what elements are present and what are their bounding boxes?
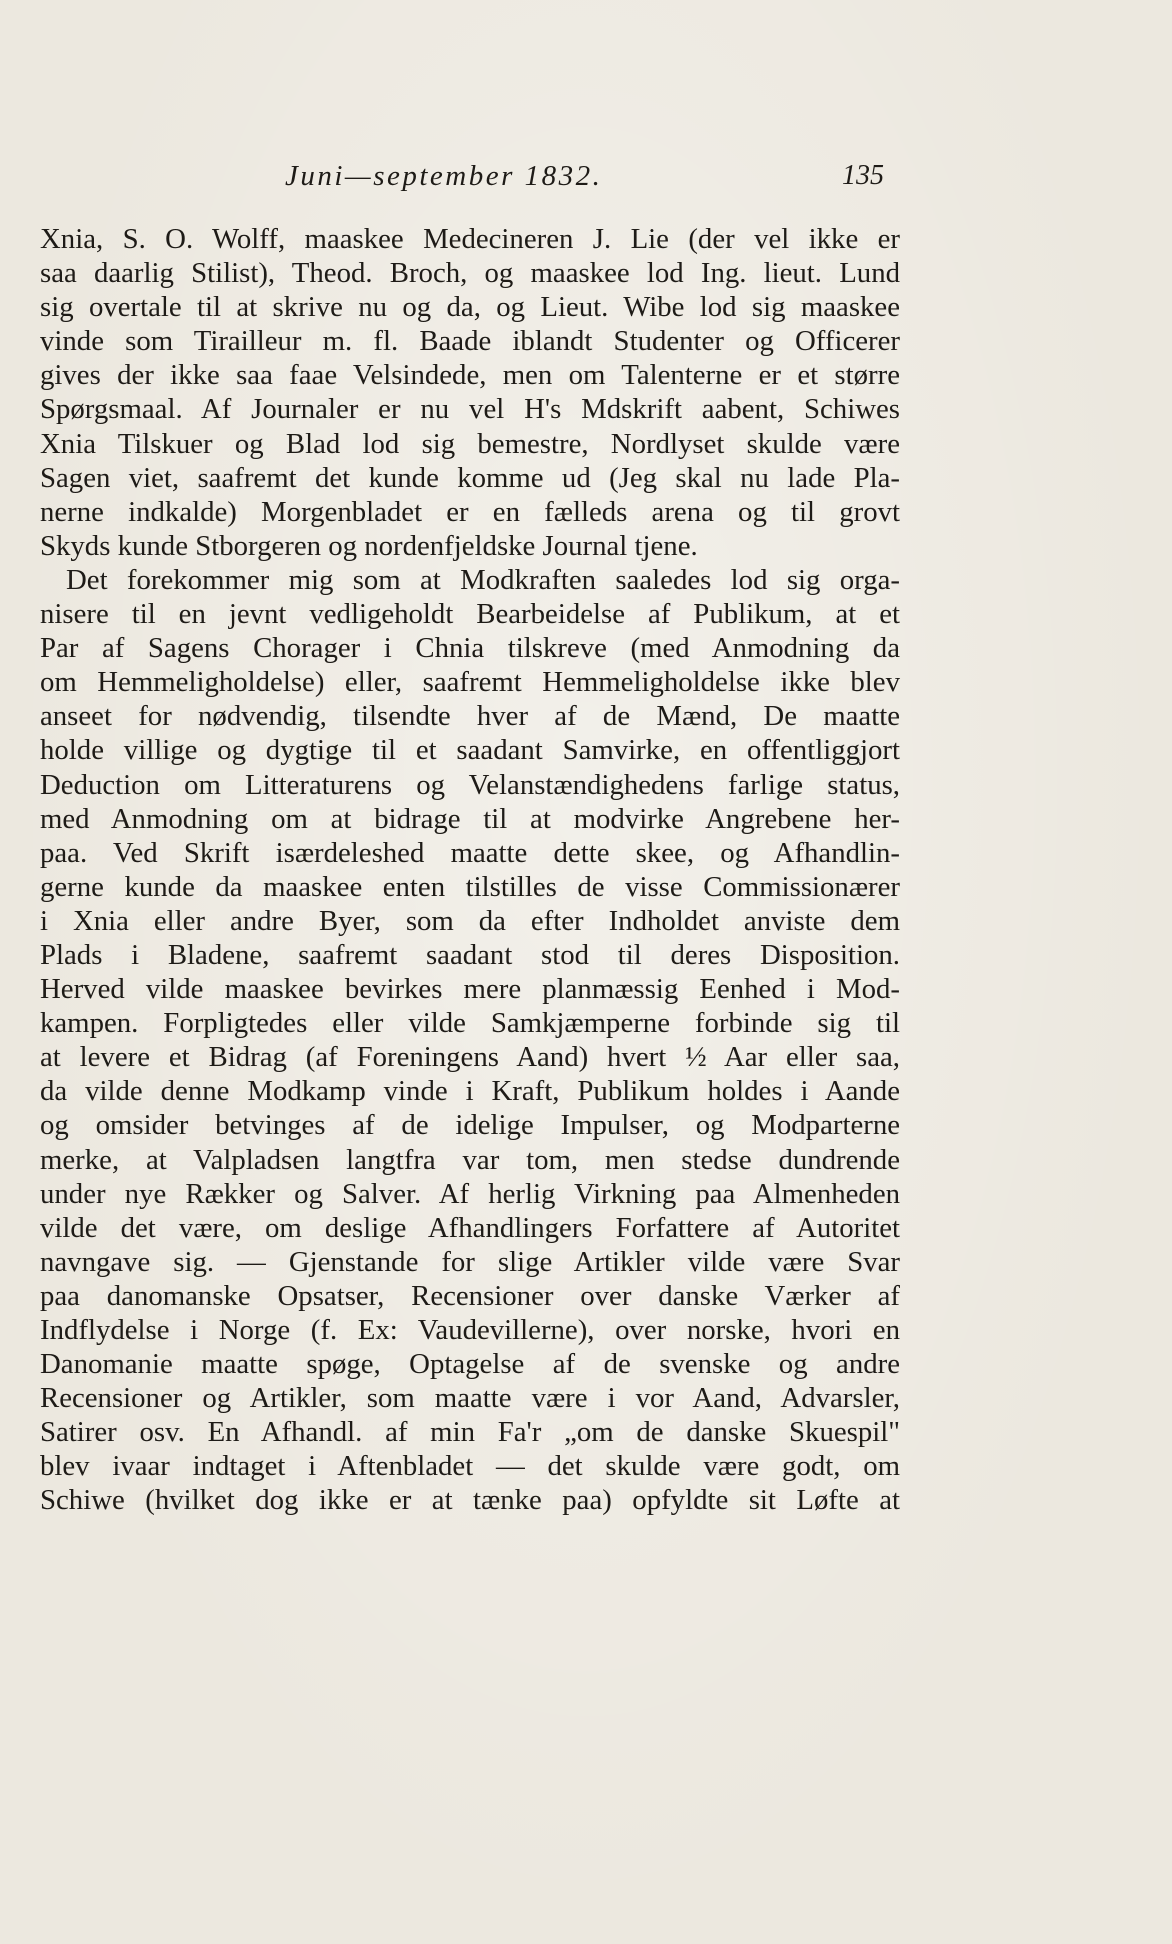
- text-line: Schiwe (hvilket dog ikke er at tænke paa) opfyldte sit Løfte at: [40, 1484, 900, 1517]
- text-line: Det forekommer mig som at Modkraften saaledes lod sig orga-: [66, 563, 900, 596]
- text-line: anseet for nødvendig, tilsendte hver af de Mænd, De maatte: [40, 700, 900, 733]
- text-line: Deduction om Litteraturens og Velanstændighedens farlige status,: [40, 768, 900, 801]
- text-line: Danomanie maatte spøge, Optagelse af de svenske og andre: [40, 1348, 900, 1381]
- text-line: at levere et Bidrag (af Foreningens Aand) hvert ½ Aar eller saa,: [40, 1041, 900, 1074]
- text-line: nerne indkalde) Morgenbladet er en fælleds arena og til grovt: [40, 495, 900, 528]
- text-line: Spørgsmaal. Af Journaler er nu vel H's Mdskrift aabent, Schiwes: [40, 393, 900, 426]
- text-line: blev ivaar indtaget i Aftenbladet — det skulde være godt, om: [40, 1450, 900, 1483]
- text-line: Xnia Tilskuer og Blad lod sig bemestre, Nordlyset skulde være: [40, 427, 900, 460]
- text-line: holde villige og dygtige til et saadant Samvirke, en offentliggjort: [40, 734, 900, 767]
- text-line: paa danomanske Opsatser, Recensioner over danske Værker af: [40, 1279, 900, 1312]
- body-text: [40, 222, 900, 1518]
- text-line: paa. Ved Skrift isærdeleshed maatte dette skee, og Afhandlin-: [40, 836, 900, 869]
- text-line: med Anmodning om at bidrage til at modvirke Angrebene her-: [40, 802, 900, 835]
- text-line: Indflydelse i Norge (f. Ex: Vaudevillerne), over norske, hvori en: [40, 1314, 900, 1346]
- text-line: Xnia, S. O. Wolff, maaskee Medecineren J. Lie (der vel ikke er: [40, 223, 900, 255]
- text-line: Satirer osv. En Afhandl. af min Fa'r „om de danske Skuespil": [40, 1416, 900, 1449]
- text-line: og omsider betvinges af de idelige Impulser, og Modparterne: [40, 1109, 900, 1142]
- text-line: sig overtale til at skrive nu og da, og Lieut. Wibe lod sig maaskee: [40, 291, 900, 324]
- text-line: nisere til en jevnt vedligeholdt Bearbeidelse af Publikum, at et: [40, 598, 900, 631]
- text-line: Skyds kunde Stborgeren og nordenfjeldske Journal tjene.: [40, 529, 698, 562]
- running-head: [0, 160, 1172, 200]
- text-line: vilde det være, om deslige Afhandlingers Forfattere af Autoritet: [40, 1211, 900, 1244]
- text-line: under nye Rækker og Salver. Af herlig Virkning paa Almenheden: [40, 1177, 900, 1210]
- text-line: vinde som Tirailleur m. fl. Baade iblandt Studenter og Officerer: [40, 325, 900, 358]
- text-line: navngave sig. — Gjenstande for slige Artikler vilde være Svar: [40, 1245, 900, 1278]
- text-line: Par af Sagens Chorager i Chnia tilskreve (med Anmodning da: [40, 632, 900, 665]
- text-line: gives der ikke saa faae Velsindede, men om Talenterne er et større: [40, 359, 900, 392]
- text-line: Sagen viet, saafremt det kunde komme ud (Jeg skal nu lade Pla-: [40, 461, 900, 494]
- text-line: da vilde denne Modkamp vinde i Kraft, Publikum holdes i Aande: [40, 1075, 900, 1108]
- text-line: Plads i Bladene, saafremt saadant stod til deres Disposition.: [40, 938, 900, 971]
- text-line: kampen. Forpligtedes eller vilde Samkjæmperne forbinde sig til: [40, 1007, 900, 1040]
- text-line: Herved vilde maaskee bevirkes mere planmæssig Eenhed i Mod-: [40, 973, 900, 1006]
- text-line: om Hemmeligholdelse) eller, saafremt Hemmeligholdelse ikke blev: [40, 666, 900, 699]
- running-head-title: Juni—september 1832.: [285, 160, 603, 192]
- text-line: merke, at Valpladsen langtfra var tom, men stedse dundrende: [40, 1143, 900, 1176]
- text-line: Recensioner og Artikler, som maatte være i vor Aand, Advarsler,: [40, 1382, 900, 1415]
- text-line: gerne kunde da maaskee enten tilstilles de visse Commissionærer: [40, 870, 900, 903]
- page-number: 135: [842, 160, 884, 191]
- text-line: i Xnia eller andre Byer, som da efter Indholdet anviste dem: [40, 904, 900, 937]
- text-line: saa daarlig Stilist), Theod. Broch, og maaskee lod Ing. lieut. Lund: [40, 257, 900, 290]
